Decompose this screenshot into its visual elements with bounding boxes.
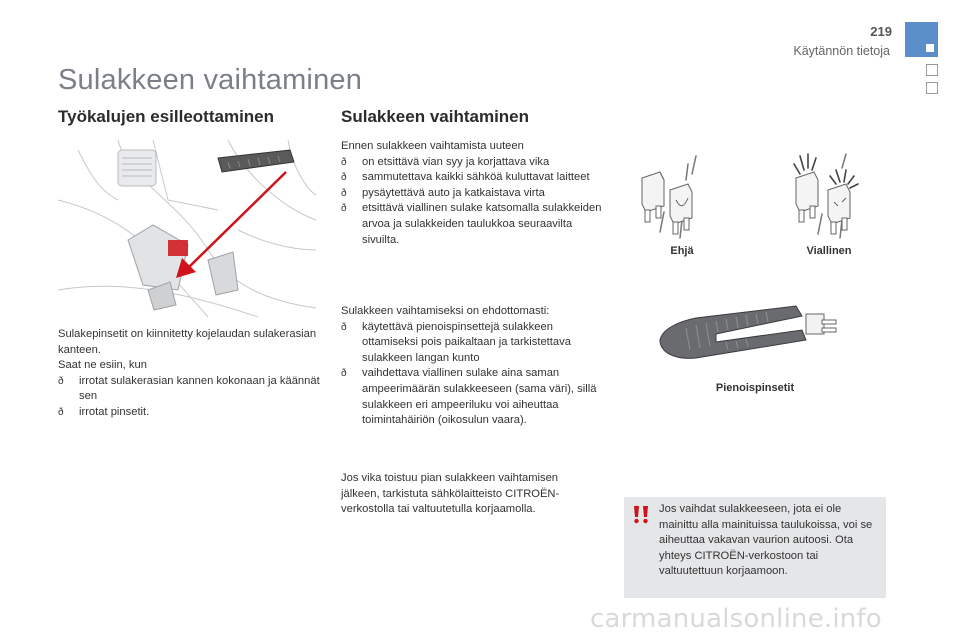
warning-text: Jos vaihdat sulakkeeseen, jota ei ole mainittu alla mainituissa taulukoissa, voi se aiheuttaa vakavan vaurion autoosi. Ota yhteys CITROËN-verkostoon tai valtuutettuun korjaamoon. [659,503,873,578]
recurring-note: Jos vika toistuu pian sulakkeen vaihtamisen jälkeen, tarkistuta sähkölaitteisto CITROËN-verkostolla tai valtuutetulla korjaamolla. [341,472,560,516]
before-bullet: ð sammutettava kaikki sähköä kuluttavat laitteet [341,170,605,186]
page-title: Sulakkeen vaihtaminen [58,64,363,96]
left-intro: Sulakepinsetit on kiinnitetty kojelaudan sulakerasian kanteen. [58,328,317,356]
warning-icon [632,504,650,526]
left-heading: Työkalujen esilleottaminen [58,107,275,126]
section-name: Käytännön tietoja [793,44,890,58]
left-bullet: ð irrotat sulakerasian kannen kokonaan ja käännät sen [58,374,320,405]
before-bullet: ð etsittävä viallinen sulake katsomalla sulakkeiden arvoa ja sulakkeiden taulukkoa seuraavilta sivuilta. [341,201,605,248]
tweezers-illustration [656,300,844,364]
side-marker [926,64,938,76]
before-bullet: ð on etsittävä vian syy ja korjattava vika [341,155,605,171]
watermark: carmanualsonline.info [590,604,882,634]
intact-fuse-illustration [630,150,710,242]
replace-bullet: ð käytettävä pienoispinsettejä sulakkeen ottamiseksi pois paikaltaan ja tarkistettava sulakkeen langan kunto [341,320,605,367]
before-bullet: ð pysäytettävä auto ja katkaistava virta [341,186,605,202]
blown-fuse-illustration [786,150,872,242]
fuse-bad-label: Viallinen [806,245,852,257]
page-number: 219 [870,24,892,39]
left-bullet: ð irrotat pinsetit. [58,405,320,421]
replace-lead: Sulakkeen vaihtamiseksi on ehdottomasti: [341,305,550,317]
middle-heading: Sulakkeen vaihtaminen [341,107,530,126]
dashboard-illustration [58,140,316,317]
left-lead: Saat ne esiin, kun [58,359,147,372]
tweezers-label: Pienoispinsetit [715,382,795,394]
section-tab [905,22,938,57]
replace-bullet: ð vaihdettava viallinen sulake aina saman ampeerimäärän sulakkeeseen (sama väri), sillä sulakkeen eri ampeeriluku voi aiheuttaa toimintahäiriön (oikosulun vaara). [341,366,605,428]
before-lead: Ennen sulakkeen vaihtamista uuteen [341,140,524,152]
side-marker [926,82,938,94]
fuse-ok-label: Ehjä [670,245,694,257]
